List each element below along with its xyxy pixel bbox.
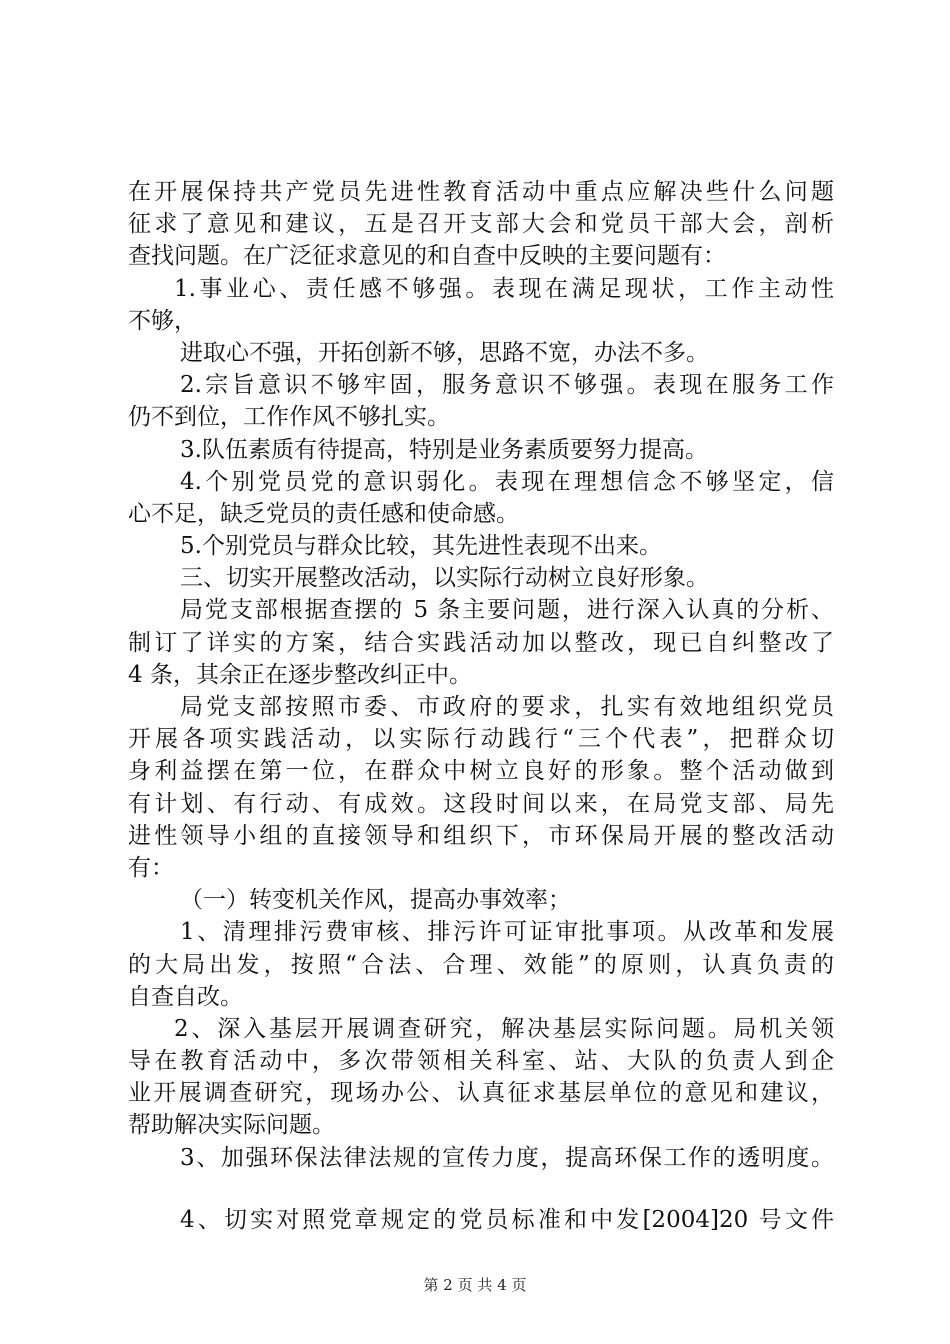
text-line: 有： [128,854,174,881]
text-line: 4 条，其余正在逐步整改纠正中。 [128,661,472,688]
text-line: 心不足，缺乏党员的责任感和使命感。 [128,500,519,527]
text-line: 5.个别党员与群众比较，其先进性表现不出来。 [180,533,662,560]
text-line: 仍不到位，工作作风不够扎实。 [128,404,450,431]
text-line: 帮助解决实际问题。 [128,1112,335,1139]
text-line: 不够， [128,307,197,334]
text-line: 业开展调查研究，现场办公、认真征求基层单位的意见和建议， [128,1080,834,1107]
text-line: 局党支部根据查摆的 5 条主要问题，进行深入认真的分析、 [180,597,834,624]
text-line: 的大局出发，按照“合法、合理、效能”的原则，认真负责的 [128,951,834,978]
text-line: 局党支部按照市委、市政府的要求，扎实有效地组织党员 [180,694,834,720]
text-line: 4.个别党员党的意识弱化。表现在理想信念不够坚定，信 [180,468,834,495]
text-line: 在开展保持共产党员先进性教育活动中重点应解决些什么问题 [128,179,834,205]
text-line: 查找问题。在广泛征求意见的和自查中反映的主要问题有： [128,243,726,270]
text-line: 3.队伍素质有待提高，特别是业务素质要努力提高。 [180,436,708,463]
text-line: 2.宗旨意识不够牢固，服务意识不够强。表现在服务工作 [180,372,834,399]
text-line: 3、加强环保法律法规的宣传力度，提高环保工作的透明度。 [180,1144,834,1171]
text-line: 导在教育活动中，多次带领相关科室、站、大队的负责人到企 [128,1048,834,1075]
text-line: 1.事业心、责任感不够强。表现在满足现状，工作主动性 [174,275,834,302]
page-footer: 第 2 页 共 4 页 [423,1276,527,1294]
section-heading: 三、切实开展整改活动，以实际行动树立良好形象。 [180,565,709,592]
text-line: 有计划、有行动、有成效。这段时间以来，在局党支部、局先 [128,790,834,817]
text-line: 自查自改。 [128,983,243,1010]
text-line: 1、清理排污费审核、排污许可证审批事项。从改革和发展 [180,919,834,946]
paragraph-gap [128,1174,834,1204]
text-line: 制订了详实的方案，结合实践活动加以整改，现已自纠整改了 [128,629,834,656]
text-line: 征求了意见和建议，五是召开支部大会和党员干部大会，剖析 [128,211,834,238]
subsection-heading: （一）转变机关作风，提高办事效率； [180,887,571,914]
text-line: 进取心不强，开拓创新不够，思路不宽，办法不多。 [180,339,709,366]
text-line: 身利益摆在第一位，在群众中树立良好的形象。整个活动做到 [128,758,834,785]
text-line: 4、切实对照党章规定的党员标准和中发[2004]20 号文件 [180,1206,834,1233]
text-line: 2、深入基层开展调查研究，解决基层实际问题。局机关领 [174,1015,834,1042]
text-line: 开展各项实践活动，以实际行动践行“三个代表”，把群众切 [128,726,834,753]
document-body [128,176,834,1236]
text-line: 进性领导小组的直接领导和组织下，市环保局开展的整改活动 [128,822,834,849]
